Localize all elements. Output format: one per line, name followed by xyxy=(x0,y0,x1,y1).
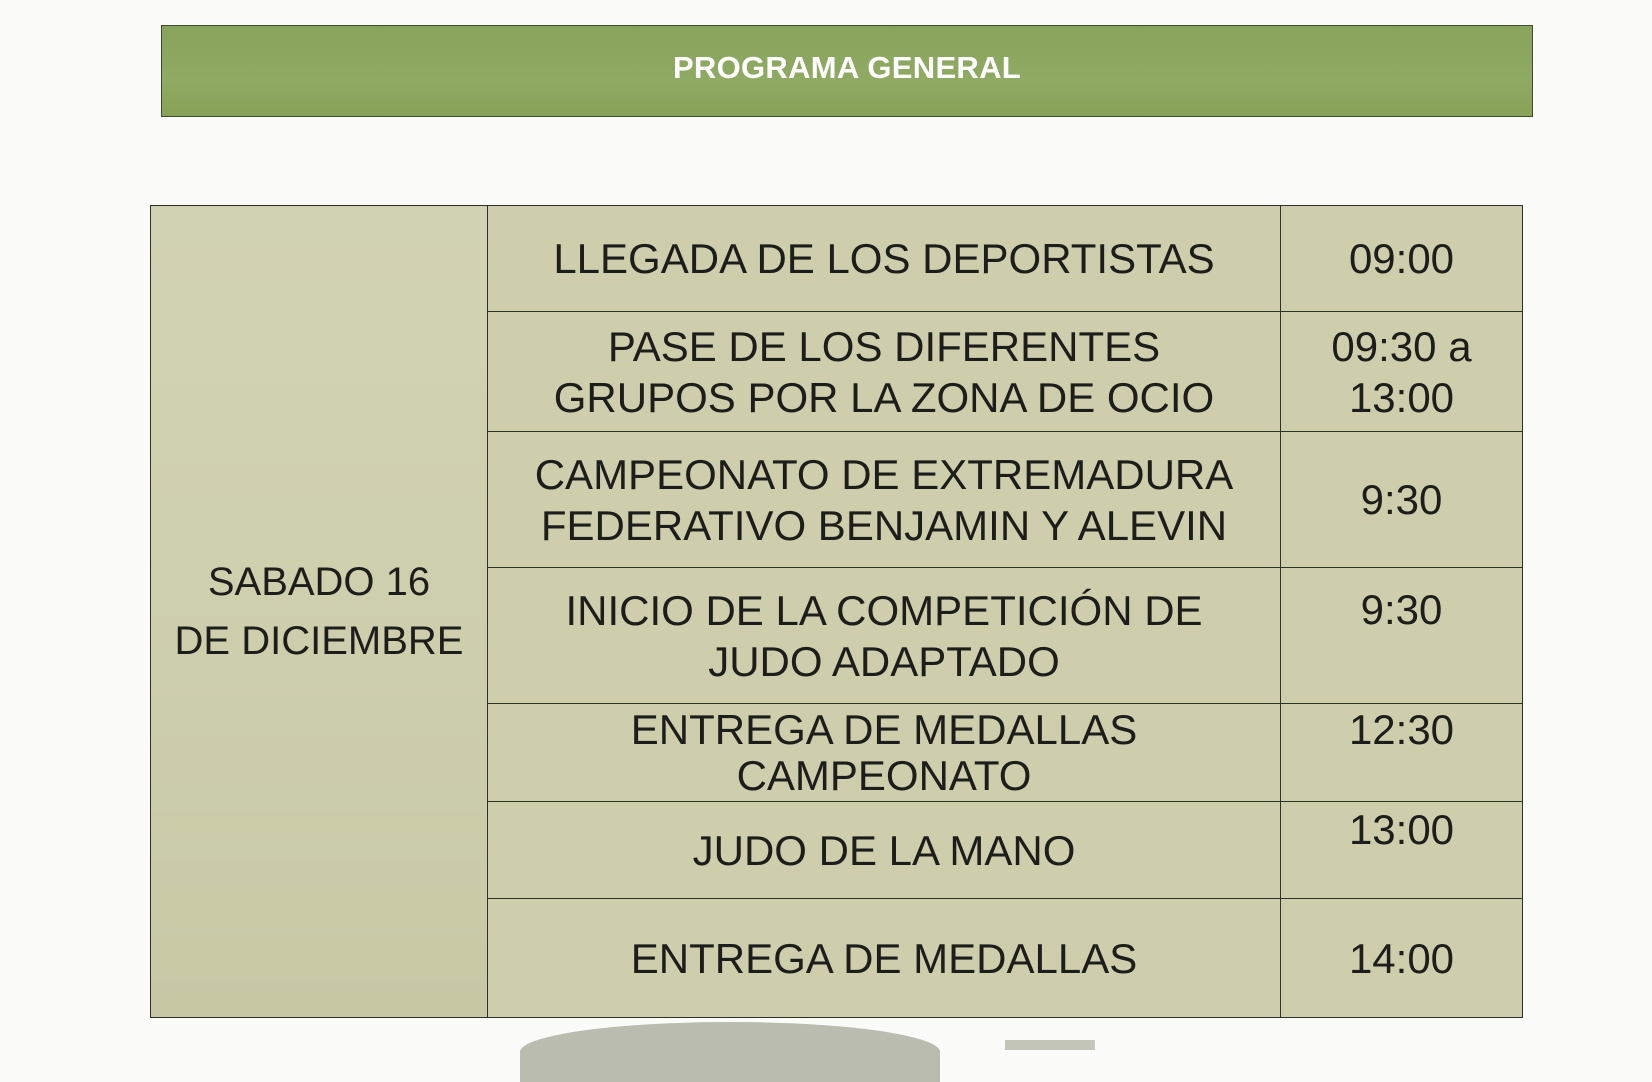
event-cell xyxy=(488,206,1281,312)
program-header-bar xyxy=(161,25,1533,117)
event-line-1: ENTREGA DE MEDALLAS xyxy=(630,934,1138,982)
event-line-1: LLEGADA DE LOS DEPORTISTAS xyxy=(553,235,1215,282)
time-cell xyxy=(1281,704,1523,802)
time-cell xyxy=(1281,312,1523,432)
time-cell xyxy=(1281,568,1523,704)
event-line-1: ENTREGA DE MEDALLAS xyxy=(630,706,1138,753)
time-line-1: 09:30 a xyxy=(1331,322,1472,370)
table-row xyxy=(151,206,1523,312)
time-cell xyxy=(1281,206,1523,312)
event-cell xyxy=(488,568,1281,704)
event-cell xyxy=(488,432,1281,568)
day-cell xyxy=(151,206,488,1018)
event-line-2: CAMPEONATO xyxy=(736,752,1032,799)
event-line-2: JUDO ADAPTADO xyxy=(708,637,1060,685)
day-line-2: DE DICIEMBRE xyxy=(174,618,464,663)
time-line-1: 13:00 xyxy=(1348,806,1455,853)
time-cell xyxy=(1281,899,1523,1018)
event-cell xyxy=(488,312,1281,432)
event-line-2: GRUPOS POR LA ZONA DE OCIO xyxy=(553,373,1215,421)
event-line-1: JUDO DE LA MANO xyxy=(692,826,1076,874)
event-line-2: FEDERATIVO BENJAMIN Y ALEVIN xyxy=(540,501,1228,549)
program-title: PROGRAMA GENERAL xyxy=(672,50,1022,85)
event-cell xyxy=(488,802,1281,899)
event-cell xyxy=(488,899,1281,1018)
time-line-1: 09:00 xyxy=(1348,235,1455,282)
time-cell xyxy=(1281,802,1523,899)
event-line-1: CAMPEONATO DE EXTREMADURA xyxy=(534,450,1234,498)
day-line-1: SABADO 16 xyxy=(207,559,431,604)
time-cell xyxy=(1281,432,1523,568)
schedule-table xyxy=(150,205,1523,1018)
event-line-1: INICIO DE LA COMPETICIÓN DE xyxy=(565,586,1203,634)
time-line-1: 14:00 xyxy=(1348,934,1455,982)
footer-text-fragment xyxy=(1005,1040,1095,1050)
time-line-1: 12:30 xyxy=(1348,706,1455,753)
event-line-1: PASE DE LOS DIFERENTES xyxy=(607,322,1161,370)
event-cell xyxy=(488,704,1281,802)
time-line-2: 13:00 xyxy=(1348,373,1455,421)
time-line-1: 9:30 xyxy=(1360,476,1443,523)
time-line-1: 9:30 xyxy=(1360,586,1443,633)
footer-logo-fragment xyxy=(520,1022,940,1082)
